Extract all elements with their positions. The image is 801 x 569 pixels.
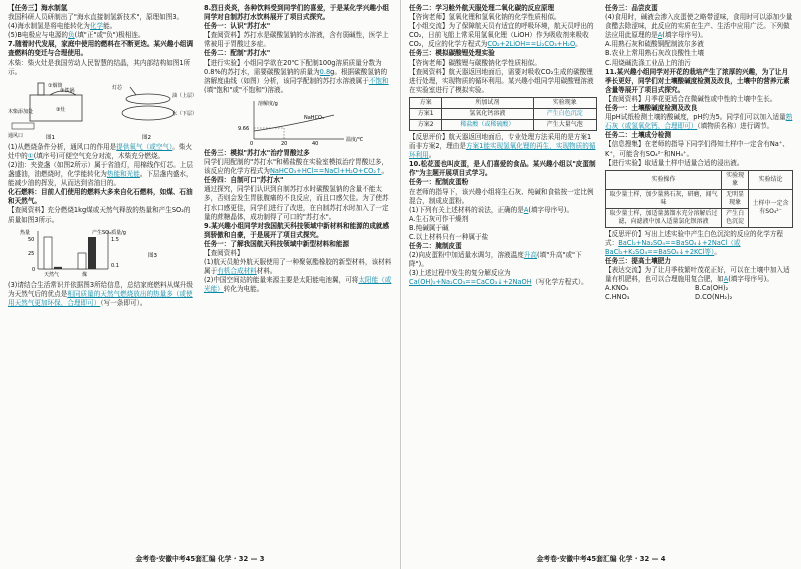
option: A.用熟石灰和硫酸铜配制波尔多液	[605, 40, 704, 49]
answer: Ca(OH)₂+Na₂CO₃==CaCO₃↓+2NaOH	[409, 278, 532, 287]
y-tick-right: 1.5	[111, 236, 119, 243]
option: B.纯碱属于碱	[409, 223, 449, 232]
option: D.CO(NH₂)₂	[695, 293, 733, 302]
table-cell: 取少量土样，加少量熟石灰，研磨，闻气味	[606, 189, 722, 208]
answer: 升高	[523, 251, 538, 260]
table-cell: 产生白色沉淀	[533, 108, 596, 119]
table-header: 实验现象	[533, 97, 596, 108]
bar-chart	[8, 227, 194, 279]
answer: A	[657, 31, 663, 40]
question: 【小组交流】为了保障航天员有适宜的呼吸环境，航天员呼出的CO₂，日前飞船上常采用氢氧化锂（LiOH）作为吸收剂来吸收CO₂，反应的化学方程式为CO₂+2LiOH==Li₂CO₃+H₂O。	[409, 22, 594, 49]
answer: A	[523, 205, 529, 214]
question: (2)向皮蛋粉中加适量水调匀，溶液温度升高(填"升高"或"下降")。	[409, 251, 582, 269]
paragraph: 【查阅资料】充分燃烧1kg煤或天然气释放的热量和产生SO₂的质量如图3所示。	[8, 206, 191, 224]
experiment-table	[409, 97, 597, 131]
question: 11.某兴趣小组同学对开花的栽培产生了浓厚的兴趣，为了让月季长更好，同学们对土壤酸碱度检测及改良，土壤中的营养元素含量等展开了项目式探究。	[605, 67, 790, 94]
left-column-2	[204, 4, 392, 294]
lamp-lower	[122, 106, 174, 120]
y-label-left: 热量	[20, 229, 31, 236]
answer: A	[723, 275, 729, 284]
question: 用pH试纸检测土壤的酸碱度，pH约为5。同学们可以加入适量熟石灰（或氢氧化钙，合理即可）（填物质名称）进行调节。	[605, 113, 793, 131]
so2-bar	[88, 237, 96, 269]
fig1-label: ②铁锅	[60, 87, 75, 94]
answer: 有机合成材料	[217, 267, 257, 276]
right-column-2	[605, 4, 793, 302]
question: 同学们用配制的"苏打水"和稀盐酸在实验室模拟治疗胃酸过多，该反应的化学方程式为NaHCO₃+HCl==NaCl+H₂O+CO₂↑。	[204, 158, 389, 176]
answer: NaHCO₃+HCl==NaCl+H₂O+CO₂↑	[269, 167, 382, 176]
answer: 化学	[89, 22, 104, 31]
fig-caption: 图3	[148, 252, 157, 259]
table-cell: 产生大量气泡	[533, 119, 596, 130]
chimney	[38, 83, 44, 95]
footer: 金考卷·安徽中考45套汇编 化学 · 32 — 4	[536, 555, 666, 563]
y-tick: 50	[28, 236, 35, 243]
task-heading: 任务一：了解我国航天科技领域中新型材料和能源	[204, 239, 350, 248]
paragraph: 【进行实验】取适量土样中适量合适的浸出液。	[605, 158, 744, 167]
soil-experiment-table	[605, 170, 793, 228]
vent	[12, 123, 34, 129]
paragraph: 化石燃料：目前人们使用的燃料大多来自化石燃料，如煤、石油和天然气。	[8, 188, 193, 206]
table-header-row	[606, 170, 793, 189]
question: (1)从燃烧条件分析，通风口的作用是提供氧气（或空气）。柴火灶中的①(填序号)可便空气充分对流，木柴充分燃烧。	[8, 142, 193, 160]
question: (4)食用时，碱液会渗入皮蛋使之略带涩味，食用时可以添加少量食醋去除涩味，此反应的实质在生产、生活中应用广泛。下列做法应用此原理的是A(填字母序号)。	[605, 13, 793, 40]
wick	[130, 87, 136, 95]
footer: 金考卷·安徽中考45套汇编 化学 · 32 — 3	[135, 555, 265, 563]
option: A.生石灰可作干燥剂	[409, 214, 469, 223]
task-heading: 任务三：模拟"苏打水"治疗胃酸过多	[204, 148, 310, 157]
series-label: NaHCO₃	[304, 114, 324, 121]
fig-caption: 图2	[142, 134, 151, 141]
answer: 不饱和	[368, 76, 389, 85]
question: (2)油：夹瓷盏（如图2所示）属于省油灯，用棉线作灯芯。上层盏盛油，油燃烧时，化学能转化为热能和光能。下层盏内盛水，能减少油的挥发，从而达到省油目的。	[8, 160, 193, 188]
task-heading: 任务二：学习舱外航天服处理二氧化碳的反应原理	[409, 4, 555, 12]
question: 【表达交流】为了让月季枝繁叶茂花正好，可以在土壤中加入适量有机肥料，也可以合理施用复合肥，如A(填字母序号)。	[605, 266, 790, 284]
task-heading: 【任务三】海水制氢	[8, 4, 68, 12]
heat-bar	[44, 237, 52, 269]
x-tick: 煤	[82, 271, 88, 278]
question: (1)航天员舱外航天服使用了一种聚氨酯橡胶的新型材料，该材料属于有机合成材料材料。	[204, 258, 392, 276]
task-heading: 任务三：模拟碳酸锂处理实验	[409, 49, 495, 58]
answer: 太阳能（或光能）	[204, 276, 392, 294]
question: (4)海水制氢是将电能转化为化学能。	[8, 22, 117, 31]
fig2-label: 油（上层）	[172, 92, 198, 99]
page-right	[401, 0, 801, 569]
table-cell: 稀盐酸（或稀硫酸）	[442, 119, 533, 130]
answer: BaCl₂+Na₂SO₄==BaSO₄↓+2NaCl（或BaCl₂+K₂SO₄==BaSO₄↓+2KCl等）	[605, 238, 741, 256]
x-label: 温度/℃	[346, 136, 364, 143]
fig2-label: 水（下层）	[172, 110, 198, 117]
task-heading: 任务三：品尝皮蛋	[605, 4, 658, 12]
options-row	[605, 293, 793, 302]
table-row	[606, 189, 793, 208]
paragraph: 【查阅资料】月季花更适合在微碱性或中性的土壤中生长。	[605, 94, 777, 103]
paragraph: 【查阅资料】苏打水是碳酸氢钠的水溶液，含有弱碱性，医学上常被用于胃酸过多症。	[204, 31, 389, 49]
answer: 相同质量的天然气燃烧放出的热量多（或使用天然气更加环保，合理即可）	[8, 289, 193, 307]
table-header: 方案	[410, 97, 442, 108]
table-header: 实验现象	[722, 170, 749, 189]
so2-bar	[54, 266, 62, 268]
task-heading: 任务二：腌制皮蛋	[409, 242, 462, 251]
question: 8.烈日炎炎，各种饮料受到同学们的喜爱，于是某化学兴趣小组同学对自制苏打水饮料展开了项目式探究。	[204, 4, 390, 22]
task-heading: 任务一：配制皮蛋粉	[409, 178, 469, 187]
solubility-chart	[204, 97, 392, 147]
answer: 方案1能实现氢氧化锂的再生，实现物质的循环利用	[409, 142, 596, 160]
left-column-1	[8, 4, 198, 308]
paragraph: 木柴：柴火灶是我国劳动人民智慧的结晶，其内部结构如图1所示。	[8, 58, 191, 76]
paragraph: 我国科研人员研制出了"海水直接制氢新技术"，原理如图3。	[8, 13, 184, 22]
solubility-chart-svg	[204, 97, 392, 147]
task-heading: 任务一：认识"苏打水"	[204, 22, 271, 31]
question: (5)B电极应与电源的负(填"正"或"负")极相连。	[8, 31, 145, 40]
task-heading: 任务三：提高土壤肥力	[605, 256, 671, 265]
x-tick: 天然气	[44, 271, 60, 278]
paragraph: 在老师的指导下，该兴趣小组将生石灰、纯碱和食盐按一定比例混合，制成皮蛋粉。	[409, 187, 594, 205]
figure-1-2	[8, 79, 198, 141]
question: (1)下列有关上述材料的说法，正确的是A(填字母序号)。	[409, 205, 574, 214]
question: 【反思评价】写出上述实验中产生白色沉淀的反应的化学方程式：BaCl₂+Na₂SO₄==BaSO₄↓+2NaCl（或BaCl₂+K₂SO₄==BaSO₄↓+2KCl等）。	[605, 229, 784, 256]
table-cell: 无明显现象	[722, 189, 749, 208]
option: B.农业上常用熟石灰改良酸性土壤	[605, 49, 704, 58]
y-tick: 25	[28, 250, 35, 257]
fig1-label: 通风口	[8, 132, 24, 139]
y-tick: 9.66	[238, 125, 250, 132]
figure-3	[8, 227, 194, 279]
table-cell: 氢氧化钙溶液	[442, 108, 533, 119]
table-cell: 方案1	[410, 108, 442, 119]
paragraph: 【信息搜集】在老师的指导下同学们得知土样中一定含有Na⁺、K⁺，可能含有SO₄²⁻和NH₄⁺。	[605, 140, 789, 158]
lamp-upper	[126, 94, 170, 104]
right-column-1	[409, 4, 597, 288]
fig1-label: 木柴添加处	[8, 108, 34, 115]
heat-bar	[78, 253, 86, 269]
table-cell: 取少量土样，加适量蒸馏水充分溶解后过滤，向滤液中加入适量氯化钡溶液	[606, 208, 722, 227]
answer: 热能和光能	[106, 170, 140, 179]
option: C.用烧碱洗涤工业品上的油污	[605, 58, 691, 67]
table-header: 实验结论	[749, 170, 793, 189]
option: C.HNO₃	[605, 293, 630, 302]
table-cell: 产生白色沉淀	[722, 208, 749, 227]
answer: 负	[68, 31, 75, 40]
answer: 提供氧气（或空气）	[116, 142, 173, 151]
paragraph: 【查阅资料】	[204, 248, 244, 257]
table-header: 所加试剂	[442, 97, 533, 108]
question: 9.某兴趣小组同学对我国航天科技领域中新材料和能源的成就感到骄傲和自豪，于是展开了项目式探究。	[204, 221, 390, 239]
options-row	[605, 284, 793, 293]
question: 7.随着时代发展，家庭中使用的燃料在不断更迭。某兴趣小组调查燃料的变迁与合理使用。	[8, 40, 194, 58]
answer: ①	[27, 151, 34, 160]
paragraph: 【咨询老师】氢氧化锂和氢氧化钠的化学性质相似。	[409, 13, 561, 22]
y-tick-right: 0.1	[111, 262, 119, 269]
fig2-label: 灯芯	[112, 84, 123, 91]
question: 10.松花蛋也叫皮蛋，是人们喜爱的食品。某兴趣小组以"皮蛋制作"为主题开展项目式学习。	[409, 160, 596, 178]
option: B.Ca(OH)₂	[695, 284, 729, 293]
x-tick: 40	[312, 140, 319, 147]
fig-caption: 图1	[46, 134, 55, 141]
fig1-label: ①烟筒	[48, 82, 63, 89]
question: (3)上述过程中发生的复分解反应为Ca(OH)₂+Na₂CO₃==CaCO₃↓+2NaOH（写化学方程式）。	[409, 269, 588, 287]
table-cell: 土样中一定含有SO₄²⁻	[749, 189, 793, 227]
table-row	[410, 108, 597, 119]
paragraph: 【查阅资料】航天器返回地面后，需要对吸收CO₂生成的碳酸锂进行处理，实现物质的循环利用。某兴趣小组同学用碳酸锂溶液在实验室进行了模拟实验。	[409, 67, 594, 94]
x-tick: 0	[250, 140, 254, 147]
y-label: 溶解度/g	[258, 100, 278, 107]
stove-and-lamp-diagram	[8, 79, 198, 141]
table-cell: 方案2	[410, 119, 442, 130]
answer: 0.8	[319, 67, 331, 76]
answer: CO₂+2LiOH==Li₂CO₃+H₂O	[487, 40, 576, 49]
y-tick: 0	[32, 266, 36, 273]
fig1-label: ③灶	[56, 106, 66, 113]
question: (2)中国空间站的能量来源主要是太阳能电池翼，可将太阳能（或光能）转化为电能。	[204, 276, 392, 294]
table-header-row	[410, 97, 597, 108]
y-label-right: 产生SO₂质量/g	[92, 229, 126, 236]
x-tick: 20	[281, 140, 288, 147]
question: 【进行实验】小组同学欲在20℃下配制100g溶质质量分数为0.8%的苏打水，需要碳酸氢钠的质量为0.8g。根据碳酸氢钠的溶解度曲线（如图）分析，该同学配制的苏打水溶液属于不饱和(填"饱和"或"不饱和")溶液。	[204, 58, 389, 94]
option: C.以上材料只有一种属于盐	[409, 232, 489, 241]
task-heading: 任务二：配制"苏打水"	[204, 49, 271, 58]
paragraph: 通过探究，同学们认识到自制苏打水时碳酸氢钠的含量不能太多，否则会发生胃胀腹痛的不良反应，而且口感欠佳。为了使苏打水口感更佳，同学们进行了改进，在自制苏打水时加入了一定量的蔗糖晶体，成功制得了可口的"苏打水"。	[204, 185, 389, 221]
paragraph: 【咨询老师】碳酸锂与碳酸钠化学性质相似。	[409, 58, 541, 67]
table-header: 实验操作	[606, 170, 722, 189]
table-row	[410, 119, 597, 130]
question: 【反思评价】航天器返回地面后，专业处理方法采用的是方案1而非方案2，理由是方案1能实现氢氧化锂的再生，实现物质的循环利用。	[409, 132, 596, 160]
task-heading: 任务二：土壤成分检测	[605, 131, 671, 140]
answer: 熟石灰（或氢氧化钙，合理即可）	[605, 113, 793, 131]
task-heading: 任务一：土壤酸碱度检测及改良	[605, 104, 698, 113]
question: (3)请结合生活常识并依据图3所给信息，总结家庭燃料从煤升级为天然气后的优点是相同质量的天然气燃烧放出的热量多（或使用天然气更加环保，合理即可）（写一条即可）。	[8, 280, 193, 307]
option: A.KNO₃	[605, 284, 629, 293]
task-heading: 任务四：自制可口"苏打水"	[204, 176, 284, 185]
